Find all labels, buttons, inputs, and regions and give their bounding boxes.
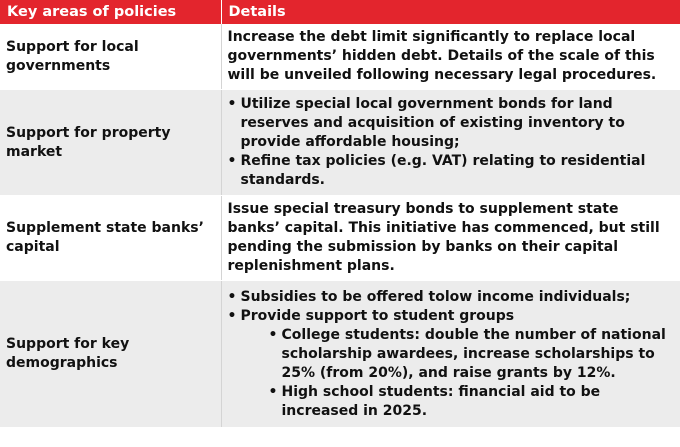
table-row — [0, 24, 680, 90]
header-key-areas: Key areas of policies — [0, 0, 221, 24]
bullet-item — [228, 307, 674, 421]
bullet-item: • Refine tax policies (e.g. VAT) relating to residential standards. — [228, 152, 674, 190]
policy-details-cell: Increase the debt limit significantly to replace local governments’ hidden debt. Details of the scale of this will be unveiled following necessary legal procedures. — [221, 24, 680, 90]
table-row — [0, 90, 680, 196]
header-row — [0, 0, 680, 24]
table-row — [0, 281, 680, 428]
bullet-item: • Utilize special local government bonds for land reserves and acquisition of existing inventory to provide affordable housing; — [228, 95, 674, 152]
policy-area-cell: Support for property market — [0, 90, 221, 196]
bullet-item: • Subsidies to be offered tolow income individuals; — [228, 288, 674, 307]
bullet-list — [228, 95, 674, 190]
sub-bullet-item: • High school students: financial aid to be increased in 2025. — [269, 383, 674, 421]
policy-area-cell: Supplement state banks’ capital — [0, 196, 221, 281]
table-row — [0, 196, 680, 281]
bullet-text: Provide support to student groups — [240, 307, 515, 324]
policy-area-cell: Support for local governments — [0, 24, 221, 90]
bullet-list — [228, 288, 674, 421]
policy-area-cell: Support for key demographics — [0, 281, 221, 428]
policy-details-cell — [221, 281, 680, 428]
policy-details-cell: Issue special treasury bonds to supplement state banks’ capital. This initiative has commenced, but still pending the submission by banks on their capital replenishment plans. — [221, 196, 680, 281]
sub-bullet-list — [269, 326, 674, 421]
sub-bullet-item: • College students: double the number of national scholarship awardees, increase scholarships to 25% (from 20%), and raise grants by 12%. — [269, 326, 674, 383]
header-details: Details — [221, 0, 680, 24]
policy-details-cell — [221, 90, 680, 196]
